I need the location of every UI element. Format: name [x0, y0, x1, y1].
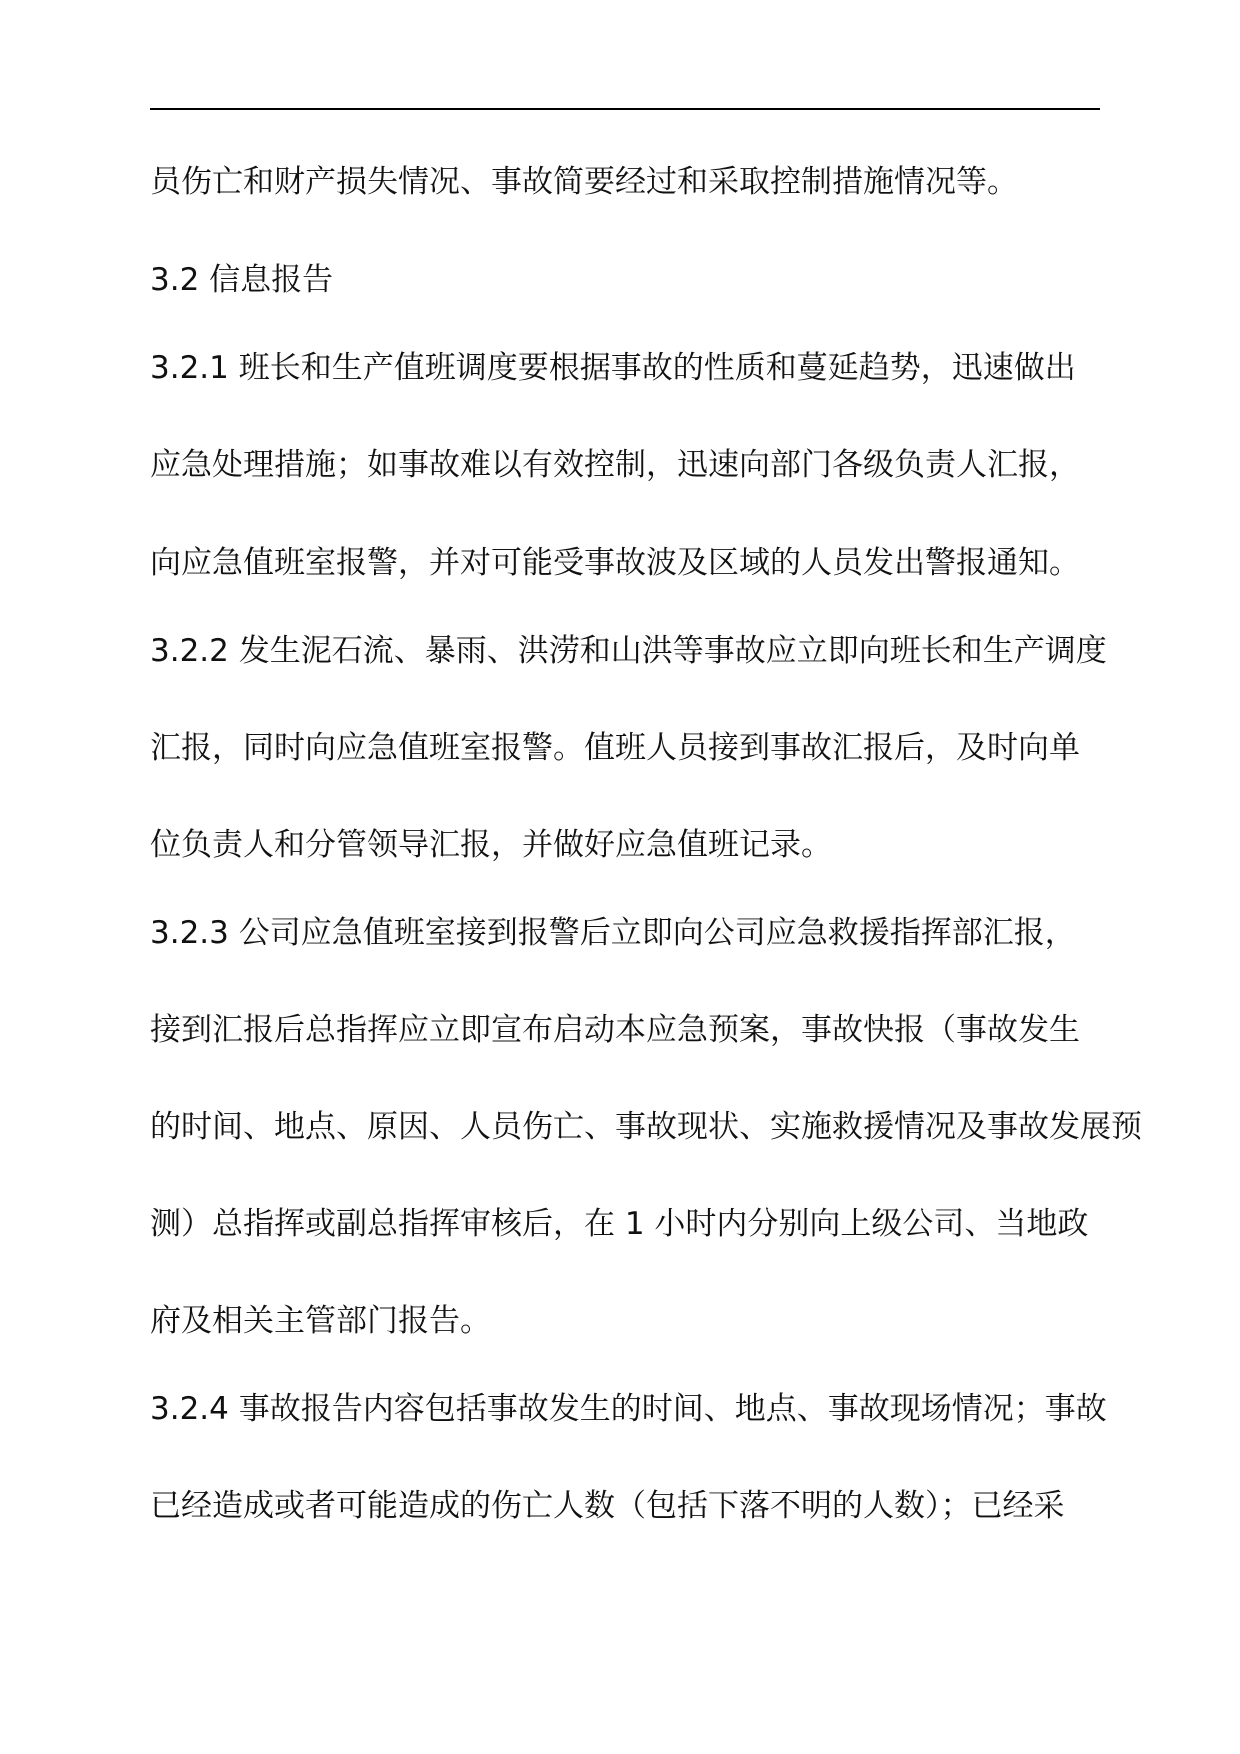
- paragraph-line: 位负责人和分管领导汇报，并做好应急值班记录。: [150, 827, 832, 863]
- paragraph-line: 已经造成或者可能造成的伤亡人数（包括下落不明的人数）；已经采: [150, 1488, 1065, 1524]
- paragraph-line: 3.2.3 公司应急值班室接到报警后立即向公司应急救援指挥部汇报，: [150, 915, 1076, 951]
- header-rule: [150, 108, 1100, 110]
- paragraph-line: 府及相关主管部门报告。: [150, 1303, 491, 1339]
- paragraph-line: 向应急值班室报警，并对可能受事故波及区域的人员发出警报通知。: [150, 545, 1080, 581]
- paragraph-line: 3.2.1 班长和生产值班调度要根据事故的性质和蔓延趋势，迅速做出: [150, 350, 1076, 386]
- paragraph-line: 汇报，同时向应急值班室报警。值班人员接到事故汇报后，及时向单: [150, 730, 1080, 766]
- paragraph-line: 的时间、地点、原因、人员伤亡、事故现状、实施救援情况及事故发展预: [150, 1109, 1142, 1145]
- paragraph-line: 应急处理措施；如事故难以有效控制，迅速向部门各级负责人汇报，: [150, 447, 1080, 483]
- paragraph-line: 3.2.2 发生泥石流、暴雨、洪涝和山洪等事故应立即向班长和生产调度: [150, 633, 1107, 669]
- paragraph-line: 测）总指挥或副总指挥审核后，在 1 小时内分别向上级公司、当地政: [150, 1206, 1089, 1242]
- paragraph-line: 员伤亡和财产损失情况、事故简要经过和采取控制措施情况等。: [150, 164, 1018, 200]
- paragraph-line: 3.2.4 事故报告内容包括事故发生的时间、地点、事故现场情况；事故: [150, 1391, 1107, 1427]
- paragraph-line: 接到汇报后总指挥应立即宣布启动本应急预案，事故快报（事故发生: [150, 1012, 1080, 1048]
- section-heading: 3.2 信息报告: [150, 262, 334, 298]
